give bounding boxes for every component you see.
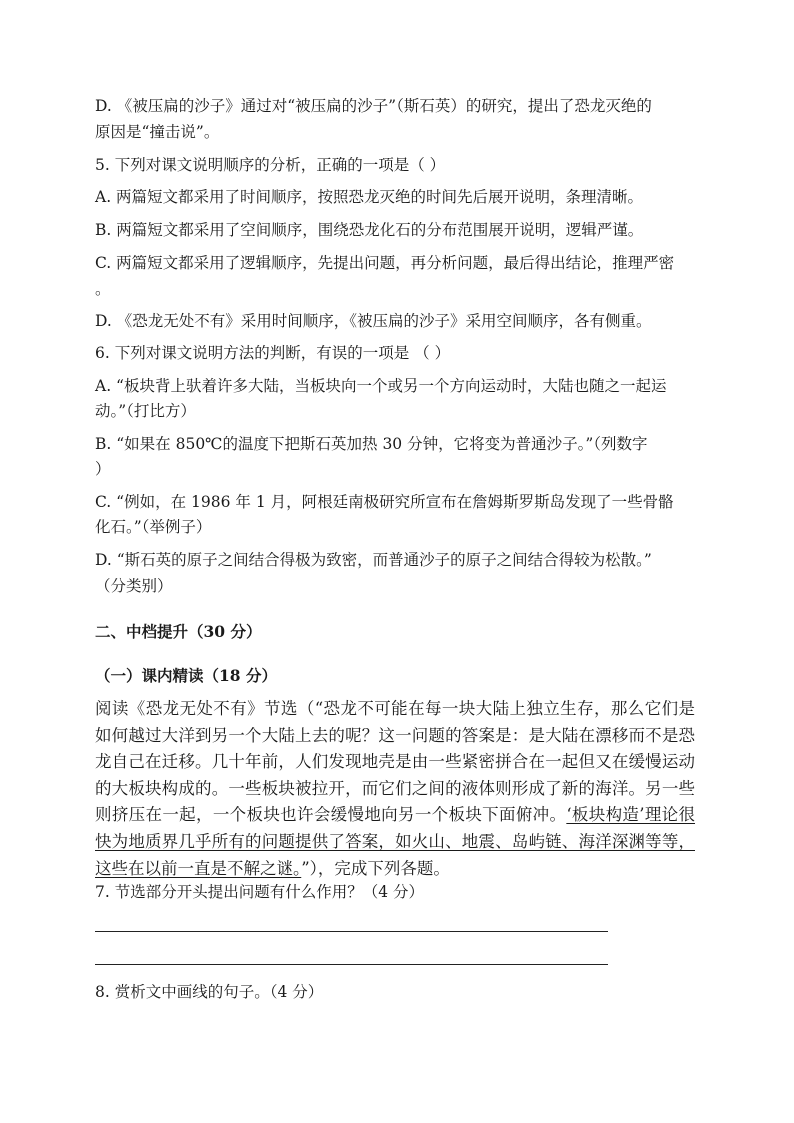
q7-stem: 7. 节选部分开头提出问题有什么作用？（4 分） xyxy=(95,883,425,901)
q5-stem: 5. 下列对课文说明顺序的分析，正确的一项是（ ） xyxy=(95,156,446,174)
q5-option-c-line2: 。 xyxy=(95,280,111,298)
q5-option-d: D. 《恐龙无处不有》采用时间顺序，《被压扁的沙子》采用空间顺序，各有侧重。 xyxy=(95,312,652,330)
q6-option-d-line2: （分类别） xyxy=(95,577,173,595)
q6-option-c-line1: C. “例如，在 1986 年 1 月，阿根廷南极研究所宣布在詹姆斯罗斯岛发现了一些骨骼 xyxy=(95,493,674,511)
answer-line-1[interactable] xyxy=(95,931,608,932)
reading-passage xyxy=(95,696,695,882)
q6-option-c-line2: 化石。”（举例子） xyxy=(95,518,212,536)
q5-option-b: B. 两篇短文都采用了空间顺序，围绕恐龙化石的分布范围展开说明，逻辑严谨。 xyxy=(95,221,644,239)
passage-ending: ”），完成下列各题。 xyxy=(301,858,450,878)
q8-stem: 8. 赏析文中画线的句子。（4 分） xyxy=(95,983,324,1001)
q6-option-b-line2: ） xyxy=(95,460,111,478)
q6-option-b-line1: B. “如果在 850℃的温度下把斯石英加热 30 分钟，它将变为普通沙子。”（列数字 xyxy=(95,435,648,453)
passage-text: 阅读《恐龙无处不有》节选（“恐龙不可能在每一块大陆上独立生存，那么它们是如何越过大洋到另一个大陆上去的呢？这一问题的答案是：是大陆在漂移而不是恐龙自己在迁移。几十年前，人们发现地壳是由一些紧密拼合在一起但又在缓慢运动的大板块构成的。一些板块被拉开，而它们之间的液体则形成了新的海洋。另一些则挤压在一起，一个板块也许会缓慢地向另一个板块下面俯冲。 xyxy=(95,699,695,825)
q6-option-d-line1: D. “斯石英的原子之间结合得极为致密，而普通沙子的原子之间结合得较为松散。” xyxy=(95,551,652,569)
q4-option-d-line1: D. 《被压扁的沙子》通过对“被压扁的沙子”（斯石英）的研究，提出了恐龙灭绝的 xyxy=(95,97,652,115)
q6-option-a-line1: A. “板块背上驮着许多大陆，当板块向一个或另一个方向运动时，大陆也随之一起运 xyxy=(95,377,667,395)
q6-option-a-line2: 动。”（打比方） xyxy=(95,402,196,420)
q5-option-c-line1: C. 两篇短文都采用了逻辑顺序，先提出问题，再分析问题，最后得出结论，推理严密 xyxy=(95,254,675,272)
answer-line-2[interactable] xyxy=(95,964,608,965)
section-heading: 二、中档提升（30 分） xyxy=(95,622,262,641)
q4-option-d-line2: 原因是“撞击说”。 xyxy=(95,123,220,141)
sub-section-heading: （一）课内精读（18 分） xyxy=(95,666,277,685)
q5-option-a: A. 两篇短文都采用了时间顺序，按照恐龙灭绝的时间先后展开说明，条理清晰。 xyxy=(95,188,644,206)
underlined-sentence: ‘板块构造’理论很快为地质界几乎所有的问题提供了答案，如火山、地震、岛屿链、海洋深渊等等，这些在以前一直是不解之谜。 xyxy=(95,805,696,878)
q6-stem: 6. 下列对课文说明方法的判断，有误的一项是 （ ） xyxy=(95,344,451,362)
